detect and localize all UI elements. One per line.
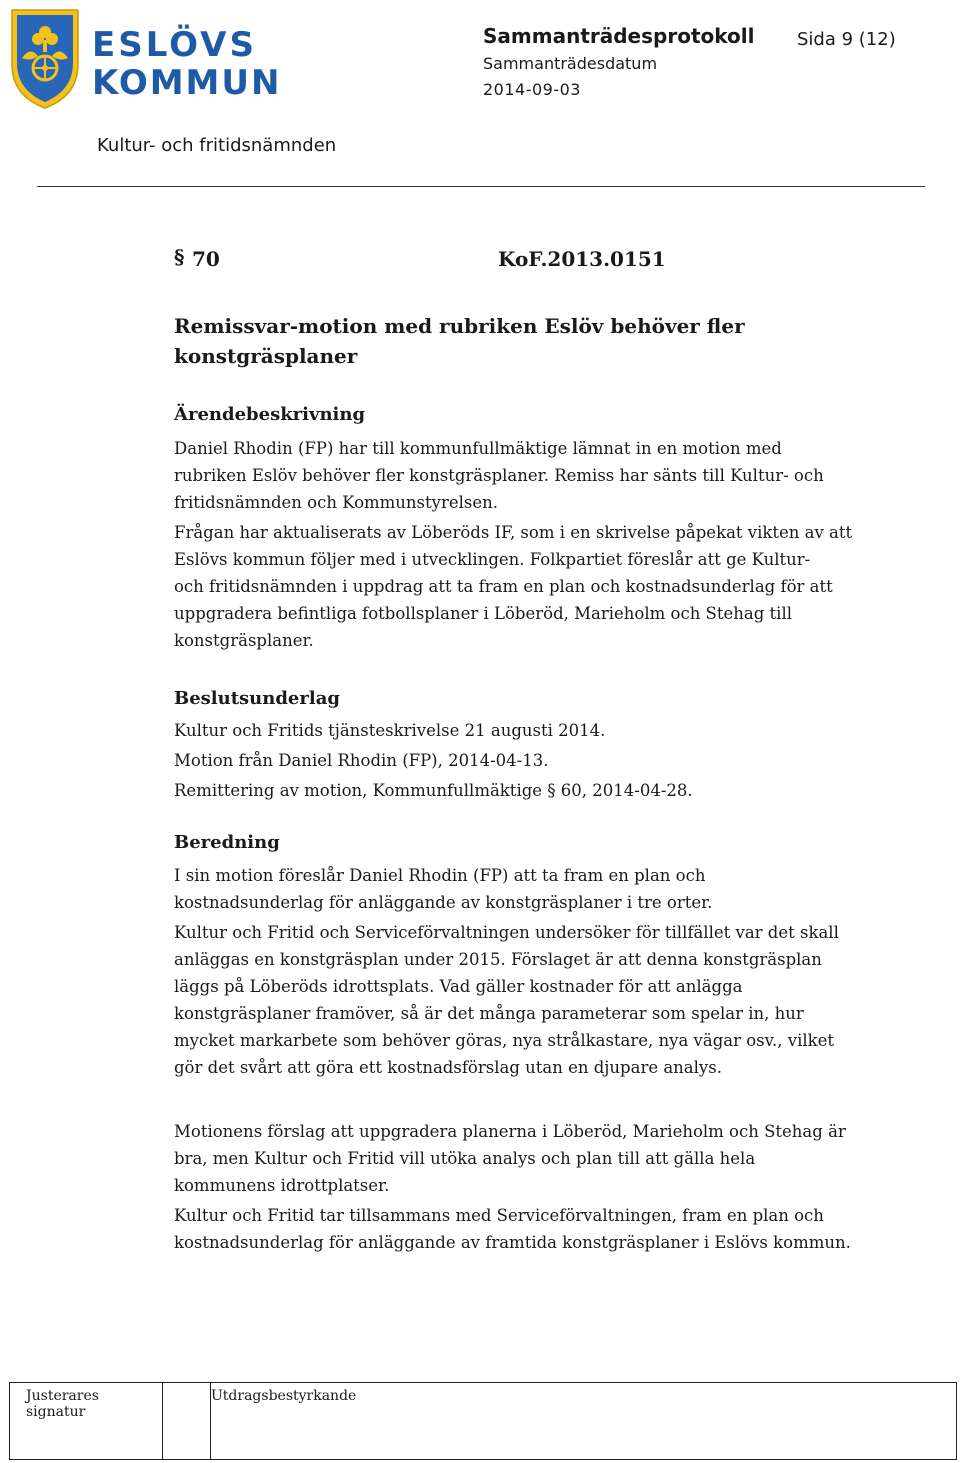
footer-cell-signature	[10, 1383, 163, 1459]
paragraph-sign: §	[174, 245, 185, 269]
section-body-arendebeskrivning	[174, 435, 926, 654]
text-line: kostnadsunderlag för anläggande av konstgräsplaner i tre orter.	[174, 893, 713, 912]
text-line: Frågan har aktualiserats av Löberöds IF, som i en skrivelse påpekat vikten av att	[174, 523, 853, 542]
paragraph-number: 70	[192, 247, 220, 271]
section-body-beslutsunderlag	[174, 716, 693, 806]
section-body-beredning-b	[174, 1118, 926, 1199]
section-heading-arendebeskrivning: Ärendebeskrivning	[174, 404, 366, 425]
extract-label: Utdragsbestyrkande	[211, 1388, 357, 1404]
header-divider	[37, 186, 925, 187]
text-line: rubriken Eslöv behöver fler konstgräsplaner. Remiss har sänts till Kultur- och	[174, 466, 824, 485]
text-line: anläggas en konstgräsplan under 2015. Förslaget är att denna konstgräsplan	[174, 950, 822, 969]
text-line: Motion från Daniel Rhodin (FP), 2014-04-13.	[174, 751, 549, 770]
footer-signature-table	[9, 1382, 957, 1460]
text-line: Daniel Rhodin (FP) har till kommunfullmäktige lämnat in en motion med	[174, 439, 782, 458]
document-type: Sammanträdesprotokoll	[483, 24, 755, 48]
text-line: Kultur och Fritid och Serviceförvaltningen undersöker för tillfället var det skall	[174, 923, 839, 942]
eslovs-kommun-logo	[8, 6, 282, 110]
text-line: kommunens idrottplatser.	[174, 1176, 390, 1195]
text-line: Kultur och Fritid tar tillsammans med Serviceförvaltningen, fram en plan och	[174, 1206, 824, 1225]
section-body-beredning	[174, 862, 926, 1081]
page-number: Sida 9 (12)	[797, 29, 896, 50]
title-line: konstgräsplaner	[174, 344, 358, 368]
logo-wordmark-line1: ESLÖVS	[92, 25, 257, 65]
text-line: uppgradera befintliga fotbollsplaner i Löberöd, Marieholm och Stehag till	[174, 604, 792, 623]
committee-name: Kultur- och fritidsnämnden	[97, 135, 337, 156]
text-line: konstgräsplaner.	[174, 631, 314, 650]
logo-wordmark-line2: KOMMUN	[92, 63, 282, 103]
text-line: Eslövs kommun följer med i utvecklingen. Folkpartiet föreslår att ge Kultur-	[174, 550, 811, 569]
signature-label: Justerares signatur	[26, 1388, 99, 1420]
text-line: fritidsnämnden och Kommunstyrelsen.	[174, 493, 499, 512]
text-line: konstgräsplaner framöver, så är det många parameterar som spelar in, hur	[174, 1004, 804, 1023]
footer-cell-blank	[163, 1383, 211, 1459]
text-line: kostnadsunderlag för anläggande av framtida konstgräsplaner i Eslövs kommun.	[174, 1233, 851, 1252]
text-line: bra, men Kultur och Fritid vill utöka analys och plan till att gälla hela	[174, 1149, 756, 1168]
section-body-beredning-c	[174, 1202, 926, 1256]
text-line: gör det svårt att göra ett kostnadsförslag utan en djupare analys.	[174, 1058, 722, 1077]
text-line: läggs på Löberöds idrottsplats. Vad gäller kostnader för att anlägga	[174, 977, 743, 996]
paragraph-row	[174, 247, 714, 277]
meeting-date-value: 2014-09-03	[483, 80, 581, 99]
section-heading-beredning: Beredning	[174, 832, 280, 853]
text-line: och fritidsnämnden i uppdrag att ta fram en plan och kostnadsunderlag för att	[174, 577, 833, 596]
section-heading-beslutsunderlag: Beslutsunderlag	[174, 688, 340, 709]
text-line: Motionens förslag att uppgradera planerna i Löberöd, Marieholm och Stehag är	[174, 1122, 846, 1141]
text-line: I sin motion föreslår Daniel Rhodin (FP) att ta fram en plan och	[174, 866, 706, 885]
meeting-date-label: Sammanträdesdatum	[483, 54, 658, 73]
title-line: Remissvar-motion med rubriken Eslöv behöver fler	[174, 314, 745, 338]
document-title	[174, 311, 774, 371]
text-line: mycket markarbete som behöver göras, nya strålkastare, nya vägar osv., vilket	[174, 1031, 835, 1050]
case-id: KoF.2013.0151	[498, 247, 666, 271]
text-line: Kultur och Fritids tjänsteskrivelse 21 augusti 2014.	[174, 721, 606, 740]
text-line: Remittering av motion, Kommunfullmäktige § 60, 2014-04-28.	[174, 781, 693, 800]
